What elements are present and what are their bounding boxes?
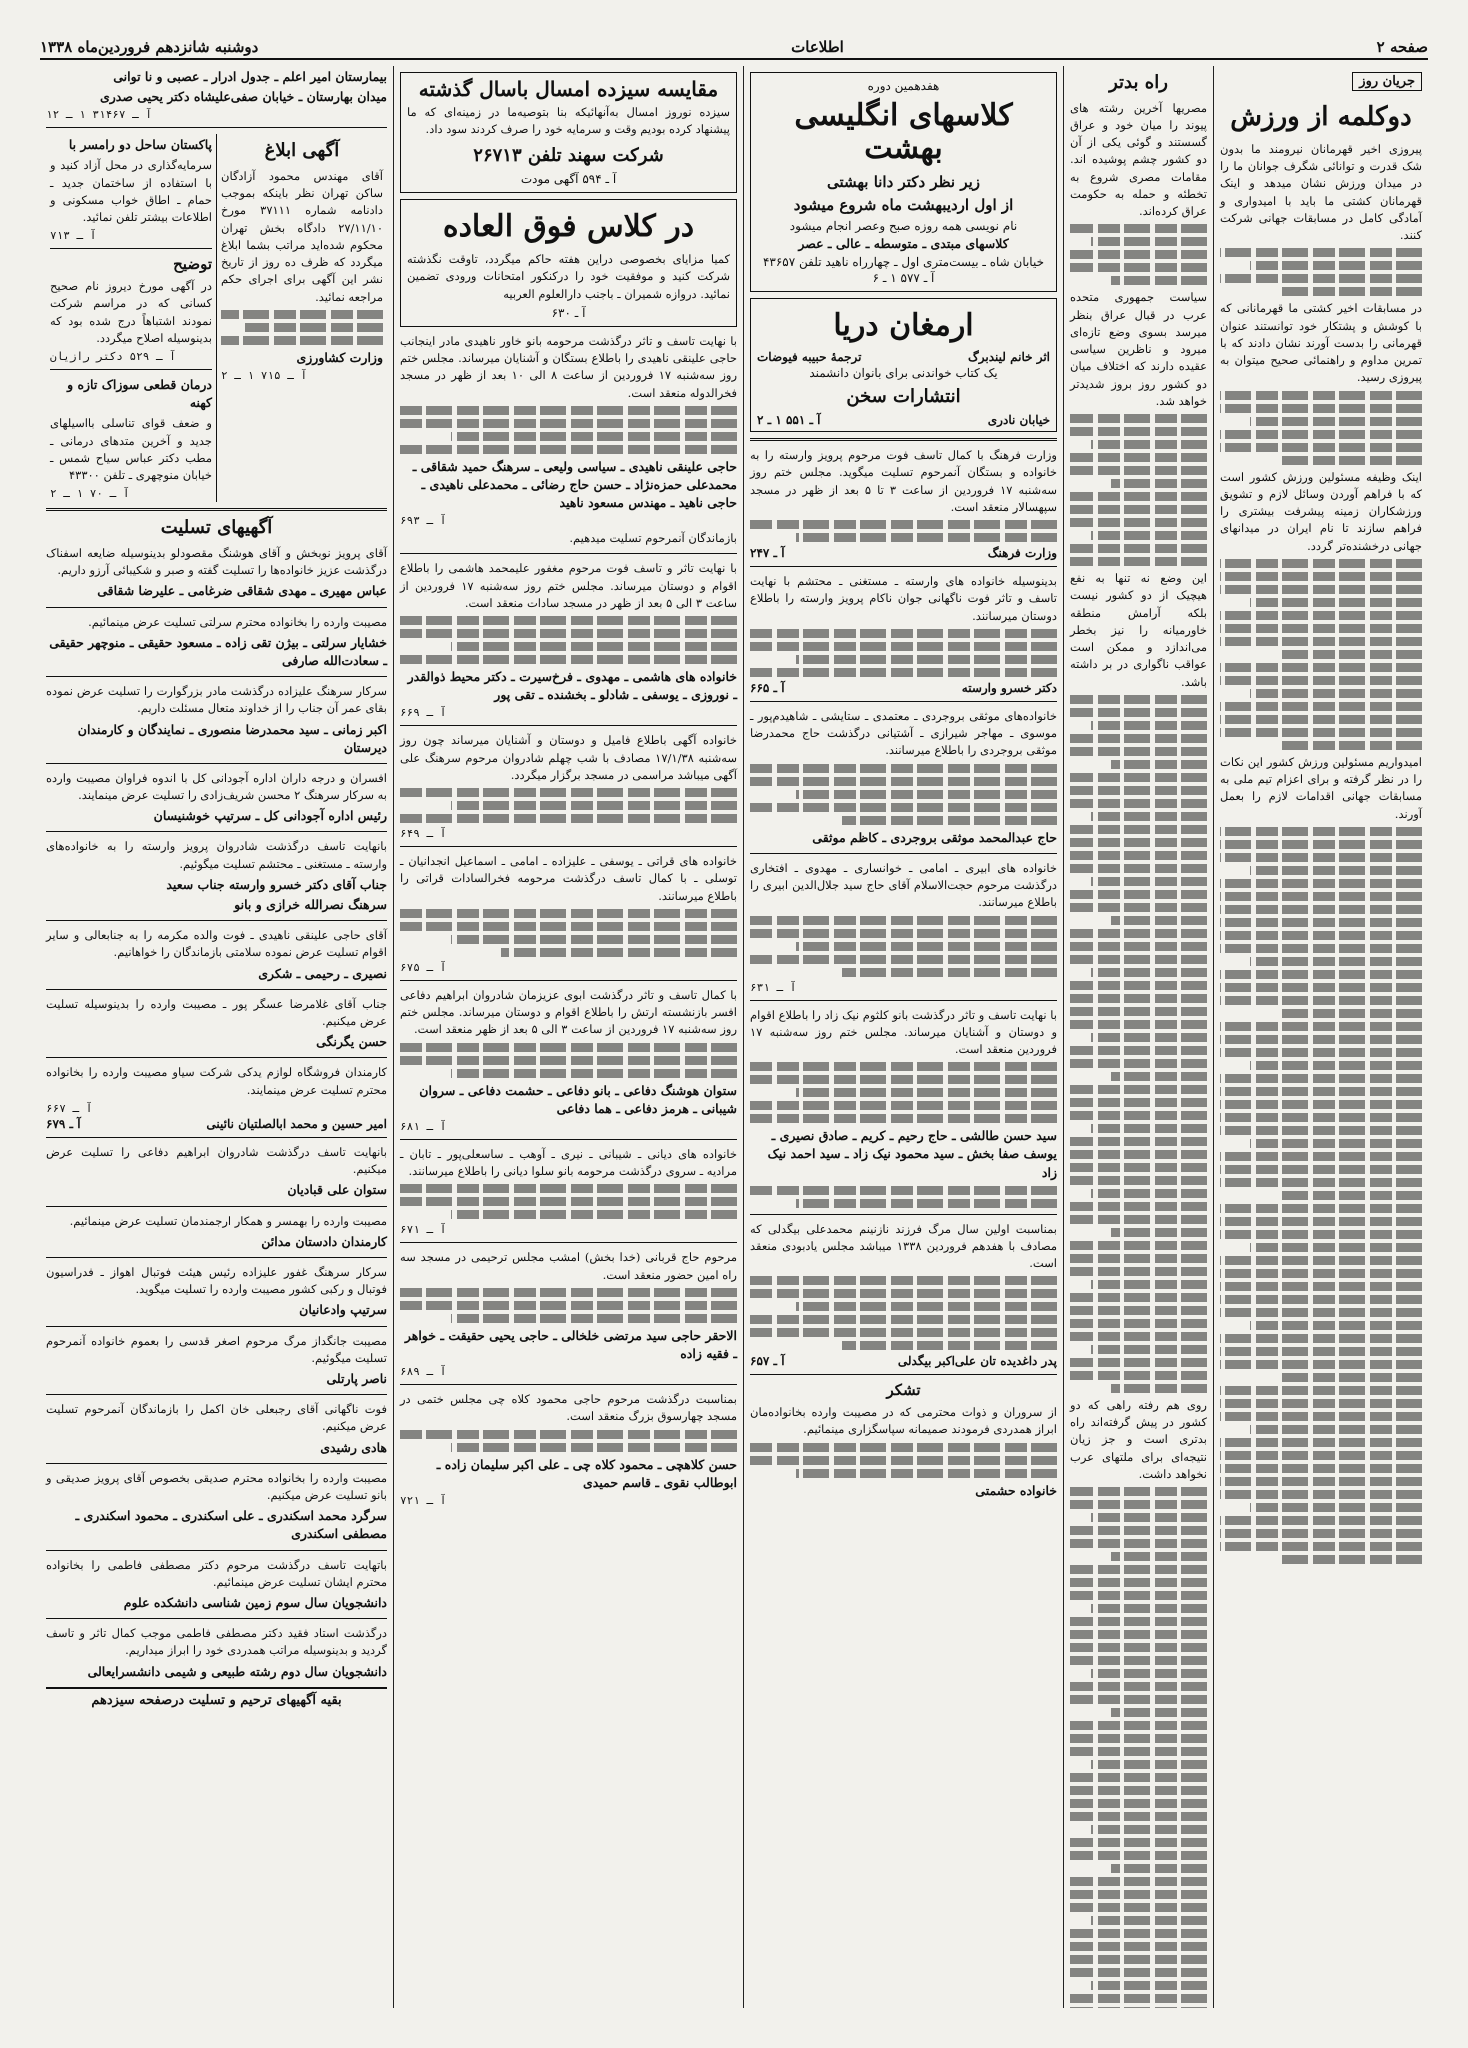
condolence-signature: ستوان علی قبادیان xyxy=(287,1182,387,1198)
condolence-text: فوت ناگهانی آقای رجبعلی خان اکمل را بازماندگان آنمرحوم تسلیت عرض میکنیم. xyxy=(46,1402,387,1434)
condolence-signature: امیر حسین و محمد ابالصلتیان نائینی xyxy=(206,1116,387,1131)
clinic-ad-body: و ضعف قوای تناسلی بااسیلهای جدید و آخرین متدهای درمانی ـ مطب دکتر عباس سیاح شمس ـ خیابان منوچهری ـ تلفن ۴۳۳۰۰ xyxy=(50,416,212,483)
notice-code: آ ـ ۷۲۱ xyxy=(400,1493,447,1507)
hospital-ad-title: بیمارستان امیر اعلم ـ جدول ادرار ـ عصبی و نا توانی xyxy=(113,69,387,84)
condolence-text: باتهایت تاسف درگذشت مرحوم دکتر مصطفی فاطمی را بخانواده محترم ایشان تسلیت عرض مینمائیم. xyxy=(46,1557,387,1589)
notice-code: آ ـ ۶۶۹ xyxy=(400,706,447,720)
condolence-signature: سرگرد محمد اسکندری ـ علی اسکندری ـ محمود اسکندری ـ مصطفی اسکندری xyxy=(75,1508,387,1542)
notice-text: خانواده‌های موثقی بروجردی ـ معتمدی ـ ستایشی ـ شاهیدم‌پور ـ موسوی ـ مهاجر شیرازی ـ آشتیانی درگذشت حاج محمدرضا موثقی بروجردی را باطلاع میرسانند. xyxy=(750,708,1057,758)
condolence-text: مصیبت وارده را بهمسر و همکار ارجمندمان تسلیت عرض مینمائیم. xyxy=(69,1213,387,1228)
masthead xyxy=(40,36,1428,60)
notice-text: خانواده های دیانی ـ شیبانی ـ نیری ـ آوهب ـ ساسعلی‌پور ـ تابان ـ مرادیه ـ سروی درگذشت مرحومه بانو سلوا دیانی را باطلاع میرسانند. xyxy=(400,1146,737,1179)
notice-text: با نهایت تاثر و تاسف فوت مرحوم مغفور علیمحمد هاشمی را باطلاع اقوام و دوستان میرساند. مجلس ختم روز سه‌شنبه ۱۷ فروردین از ساعت ۳ الی ۵ بعد از ظهر در مسجد سادات منعقد است. xyxy=(400,561,737,610)
correction-code: آ ـ ۵۲۹ دکتر رازیان xyxy=(50,350,176,364)
condolence-text: سرکار سرهنگ غفور علیزاده رئیس هیئت فوتبال اهواز ـ فدراسیون فوتبال و رکبی کشور مصیبت وارده را تسلیت میگوید. xyxy=(46,1264,387,1297)
condolence-signature: سرتیپ وادعانیان xyxy=(299,1302,387,1318)
condolence-signature: حسن یگرنگی xyxy=(316,1034,387,1050)
sports-headline: دوکلمه از ورزش xyxy=(1230,102,1412,132)
thanks-signature: خانواده حشمتی xyxy=(975,1482,1057,1498)
condolence-signature: سرهنگ نصرالله خرازی و بانو xyxy=(234,897,387,913)
notice-code: آ ـ ۶۳۱ xyxy=(750,980,797,994)
ad-series: هفدهمین دوره xyxy=(867,79,940,93)
notice-text: با کمال تاسف و تاثر درگذشت ابوی عزیزمان شادروان ابراهیم دفاعی افسر بازنشسته ارتش را باطلاع اقوام و دوستان میرساند. مجلس ختم روز سه‌شنبه ۱۷ فروردین از ساعت ۳ الی ۵ بعد از ظهر منعقد است. xyxy=(400,987,737,1037)
politics-paragraph: سیاست جمهوری متحده عرب در قبال عراق بنظر میرسد بسوی وضع تازه‌ای میرود و ناظرین سیاسی عقیده دارند که اختلاف میان دو کشور روز بروز شدیدتر خواهد شد. xyxy=(1070,290,1207,408)
ad-address: خیابان شاه ـ بیست‌متری اول ـ چهارراه ناهید تلفن ۴۳۶۵۷ xyxy=(762,254,1045,269)
sizdah-title: مقایسه سیزده امسال باسال گذشته xyxy=(418,77,719,101)
hospital-ad-body: میدان بهارستان ـ خیابان صفی‌علیشاه دکتر یحیی صدری xyxy=(99,89,387,105)
sizdah-body: سیزده نوروز امسال به‌آنهائیکه بنا بتوصیه‌ما در زمینه‌ای که ما پیشنهاد کرده بودیم وقت و سرمایه خود را صرف کردند سود داد. xyxy=(407,105,730,137)
notice-text: بمناسبت اولین سال مرگ فرزند نازنینم محمدعلی بیگدلی که مصادف با هفدهم فروردین ۱۳۳۸ میباشد مجلس یادبودی منعقد است. xyxy=(750,1221,1057,1271)
condolence-signature: رئیس اداره آجودانی کل ـ سرتیپ خوشنیسان xyxy=(153,808,387,824)
condolence-signature: عباس مهیری ـ مهدی شقاقی ضرغامی ـ علیرضا شقاقی xyxy=(97,583,387,599)
notice-text: مرحوم حاج قربانی (خدا بخش) امشب مجلس ترحیمی در مسجد سه راه امین حضور منعقد است. xyxy=(400,1250,737,1282)
english-class-ad xyxy=(750,72,1057,292)
notice-code: آ ـ ۷۱۵ ۱ ـ ۲ xyxy=(221,368,308,382)
notice-code: آ ـ ۲۴۷ xyxy=(750,546,785,561)
notice-signature: پدر داغدیده تان علی‌اکبر بیگدلی xyxy=(897,1354,1057,1369)
pakistan-ad-title: پاکستان ساحل دو رامسر با xyxy=(68,137,212,153)
sports-paragraph: در مسابقات اخیر کشتی ما قهرمانانی که با کوشش و پشتکار خود توانستند عنوان قهرمانی را بدست آورند نشان دادند که با تمرین مداوم و راهنمائی صحیح میتوان به پیروزی رسید. xyxy=(1220,301,1422,385)
condolence-text: مصیبت وارده را بخانواده محترم صدیقی بخصوص آقای پرویز صدیقی و بانو تسلیت عرض میکنیم. xyxy=(46,1470,387,1503)
ad-levels: کلاسهای مبتدی ـ متوسطه ـ عالی ـ عصر xyxy=(798,235,1009,251)
notice-office: وزارت کشاورزی xyxy=(296,349,383,365)
hospital-ad-code: آ ـ ۳۱۴۶۷ ۱ ـ ۱۲ xyxy=(46,108,152,122)
politics-headline: راه بدتر xyxy=(1109,72,1168,93)
pakistan-ad-body: سرمایه‌گذاری در محل آزاد کنید و با استفاده از ساختمان جدید ـ حمام ـ اطاق خواب مسکونی و اطلاعات بیشتر تلفن نمائید. xyxy=(50,158,212,225)
notice-body: آقای مهندس محمود آزادگان ساکن تهران نظر باینکه بموجب دادنامه شماره ۳۷۱۱۱ مورخ ۲۷/۱۱/۱۰ دادگاه بخش تهران محکوم شده‌اید مراتب بشما ابلاغ میگردد که ظرف ده روز از تاریخ نشر این آگهی برای اجرای حکم مراجعه نمائید. xyxy=(221,168,383,304)
condolence-signature: دانشجویان سال دوم رشته طبیعی و شیمی دانشسرایعالی xyxy=(87,1663,387,1679)
sports-paragraph: پیروزی اخیر قهرمانان نیرومند ما بدون شک قدرت و توانائی شگرف جوانان ما را در میدان ورزش نشان میدهد و اینک قهرمانان کشتی ما باید با امیدواری و آمادگی کامل در مسابقات جهانی شرکت کنند. xyxy=(1220,141,1422,243)
condolence-signature: کارمندان دادستان مدائن xyxy=(261,1233,387,1249)
condolence-signature: اکبر زمانی ـ سید محمدرضا منصوری ـ نمایندگان و کارمندان دیرستان xyxy=(77,721,387,755)
notice-text: بدینوسیله خانواده های وارسته ـ مستغنی ـ محتشم با نهایت تاسف و تاثر فوت ناگهانی جوان ناکام پرویز وارسته را باطلاع دوستان میرسانند. xyxy=(750,574,1057,623)
notice-text: با نهایت تاسف و تاثر درگذشت مرحومه بانو خاور ناهیدی مادر اینجانب حاجی علینقی ناهیدی را باطلاع بستگان و آشنایان میرساند. مجلس ختم روز سه‌شنبه ۱۷ فروردین از ساعت ۸ الی ۱۰ بعد از ظهر در مسجد فخرالدوله منعقد است. xyxy=(400,333,737,400)
thanks-text: از سروران و ذوات محترمی که در مصیبت وارده بخانواده‌مان ابراز همدردی فرمودند صمیمانه سپاسگزاری مینمائیم. xyxy=(750,1405,1057,1437)
notice-signature: دکتر خسرو وارسته xyxy=(961,680,1057,695)
notice-text: خانواده آگهی باطلاع فامیل و دوستان و آشنایان میرساند چون روز سه‌شنبه ۱۷/۱/۳۸ مصادف با شب چهلم شادروان مرحوم سرهنگ علی آگهی میباشد مراسمی در مسجد برگزار میگردد. xyxy=(400,733,738,782)
notice-text: وزارت فرهنگ با کمال تاسف فوت مرحوم پرویز وارسته را به خانواده و بستگان آنمرحوم تسلیت میگوید. مجلس ختم روز سه‌شنبه ۱۷ فروردین از ساعت ۳ تا ۵ بعد از ظهر در مسجد سپهسالار منعقد است. xyxy=(750,448,1057,514)
sports-paragraph: امیدواریم مسئولین ورزش کشور این نکات را در نظر گرفته و برای اعزام تیم ملی به مسابقات جهانی اقدامات لازم را بعمل آورند. xyxy=(1220,754,1422,821)
thanks-title: تشکر xyxy=(886,1381,921,1400)
condolence-column xyxy=(40,66,393,2008)
book-address: خیابان نادری xyxy=(987,413,1050,428)
class-title: در کلاس فوق العاده xyxy=(442,209,695,245)
politics-paragraph: این وضع نه تنها به نفع هیچیک از دو کشور نیست بلکه آرامش منطقه خاورمیانه را نیز بخطر می‌اندازد و ممکن است عواقب ناگواری در بر داشته باشد. xyxy=(1070,571,1207,689)
ad-teacher: زیر نظر دکتر دانا بهشتی xyxy=(826,173,981,191)
ad-hours: نام نویسی همه روزه صبح وعصر انجام میشود xyxy=(789,218,1018,233)
clinic-ad-title: درمان قطعی سوزاک تازه و کهنه xyxy=(67,377,212,411)
condolence-text: آقای حاجی علینقی ناهیدی ـ فوت والده مکرمه را به جنابعالی و سایر اقوام تسلیت عرض نموده سلامتی بازماندگان را خواهانیم. xyxy=(46,928,387,960)
condolence-code: آ ـ ۶۶۷ xyxy=(46,1101,93,1115)
sports-column xyxy=(1213,66,1428,2008)
notice-code: آ ـ ۶۷۱ xyxy=(400,1223,447,1237)
sizdah-code: آ ـ ۵۹۴ آگهی مودت xyxy=(520,172,617,187)
politics-column xyxy=(1063,66,1213,2008)
condolence-text: بانهایت تاسف درگذشت شادروان ابراهیم دفاعی را تسلیت عرض میکنیم. xyxy=(46,1144,387,1177)
condolence-text: بانهایت تاسف درگذشت شادروان پرویز وارسته را به خانواده‌های وارسته ـ مستغنی ـ محتشم تسلیت میگوئیم. xyxy=(46,839,387,871)
politics-paragraph: روی هم رفته راهی که دو کشور در پیش گرفته‌اند راه بدتری است و جز زیان نتیجه‌ای برای ملتهای عرب نخواهد داشت. xyxy=(1070,1397,1207,1481)
notice-text: بازماندگان آنمرحوم تسلیت میدهیم. xyxy=(569,531,737,546)
condolence-text: مصیبت جانگداز مرگ مرحوم اصغر قدسی را بعموم خانواده آنمرحوم تسلیت میگوئیم. xyxy=(46,1333,387,1365)
clinic-ad-code: آ ـ ۷۰ ۱ ـ ۲ xyxy=(50,487,130,501)
notice-signature: حاج عبدالمحمد موثقی بروجردی ـ کاظم موثقی xyxy=(812,829,1057,845)
book-ad xyxy=(750,298,1057,433)
condolence-signature: جناب آقای دکتر خسرو وارسته جناب سعید xyxy=(166,876,387,892)
notice-code: آ ـ ۶۴۹ xyxy=(400,827,447,841)
condolence-code: آ ـ ۶۷۹ xyxy=(46,1116,81,1131)
sports-paragraph: اینک وظیفه مسئولین ورزش کشور است که با فراهم آوردن وسائل لازم و تشویق ورزشکاران زمینه پیشرفت بیشتری را فراهم سازند تا نام ایران در میدانهای جهانی درخشنده‌تر گردد. xyxy=(1220,469,1422,553)
notice-title: آگهی ابلاغ xyxy=(264,140,340,162)
issue-date: دوشنبه شانزدهم فروردین‌ماه ۱۳۳۸ xyxy=(40,38,259,56)
notice-signature: وزارت فرهنگ xyxy=(987,546,1057,561)
condolence-text: سرکار سرهنگ علیزاده درگذشت مادر بزرگوارت را تسلیت عرض نموده بقای عمر آن جناب را از خداوند متعال مسئلت داریم. xyxy=(46,684,387,716)
paper-name: اطلاعات xyxy=(791,38,844,56)
section-tag: جریان روز xyxy=(1352,72,1422,91)
notice-text: با نهایت تاسف و تاثر درگذشت بانو کلثوم نیک زاد را باطلاع اقوام و دوستان و آشنایان میرساند. مجلس ختم روز سه‌شنبه ۱۷ فروردین منعقد است. xyxy=(750,1007,1057,1057)
condolence-signature: دانشجویان سال سوم زمین شناسی دانشکده علوم xyxy=(123,1595,387,1611)
condolence-signature: هادی رشیدی xyxy=(320,1439,387,1455)
correction-body: در آگهی مورخ دیروز نام صحیح کسانی که در مراسم شرکت نمودند اشتباهاً درج شده بود که بدینوسیله اصلاح میگردد. xyxy=(50,279,212,345)
correction-title: توضیح xyxy=(173,255,212,274)
book-publisher: انتشارات سخن xyxy=(846,385,961,407)
notice-signature: حسن کلاهچی ـ محمود کلاه چی ـ علی اکبر سلیمان زاده ـ ابوطالب نقوی ـ قاسم حمیدی xyxy=(436,1456,737,1490)
notice-code: آ ـ ۶۸۹ xyxy=(400,1365,447,1379)
condolence-signature: نصیری ـ رحیمی ـ شکری xyxy=(258,965,387,981)
condolence-text: مصیبت وارده را بخانواده محترم سرلتی تسلیت عرض مینمائیم. xyxy=(88,614,387,629)
politics-paragraph: مصریها آخرین رشته های پیوند را میان خود و عراق گسستند و گوئی یکی از آن دو کشور چشم پوشیده اند. مقامات مصری شروع به تخطئه و حمله به حکومت عراق کرده‌اند. xyxy=(1070,100,1207,219)
book-title: ارمغان دریا xyxy=(833,307,974,343)
ad-code: آ ـ ۵۷۷ ۱ ـ ۶ xyxy=(872,270,935,285)
condolence-text: درگذشت استاد فقید دکتر مصطفی فاطمی موجب کمال تاثر و تاسف گردید و بدینوسیله مراتب همدردی خود را ابراز میداریم. xyxy=(46,1626,387,1658)
notice-signature: خانواده های هاشمی ـ مهدوی ـ فرخ‌سیرت ـ دکتر محیط ذوالقدر ـ نوروزی ـ یوسفی ـ شادلو ـ بخشنده ـ تقی پور xyxy=(407,669,737,703)
ad-start: از اول اردیبهشت ماه شروع میشود xyxy=(793,195,1014,214)
notice-text: بمناسبت درگذشت مرحوم حاجی محمود کلاه چی مجلس ختمی در مسجد چهارسوق بزرگ منعقد است. xyxy=(400,1392,737,1424)
special-class-ad xyxy=(400,199,737,327)
notice-code: آ ـ ۶۸۱ xyxy=(400,1119,447,1133)
condolence-signature: خشایار سرلتی ـ بیژن تقی زاده ـ مسعود حقیقی ـ منوچهر حقیقی ـ سعادت‌الله صارفی xyxy=(49,634,387,668)
notice-text: خانواده های قراتی ـ یوسفی ـ علیزاده ـ امامی ـ اسماعیل انجدانیان ـ توسلی ـ با کمال تاسف درگذشت مرحومه فخرالسادات قراتی را باطلاع میرسانند. xyxy=(400,854,737,903)
book-author: اثر خانم لیندبرگ xyxy=(968,349,1050,364)
condolence-text: آقای پرویز نوبخش و آقای هوشنگ مقصودلو بدینوسیله ضایعه اسفناک درگذشت عزیز خانواده‌ها را تسلیت گفته و صبر و شکیبائی آرزو داریم. xyxy=(46,545,387,578)
notices-column-b xyxy=(393,66,743,2008)
notices-column-a xyxy=(743,66,1063,2008)
condolence-text: جناب آقای غلامرضا عسگر پور ـ مصیبت وارده را بدینوسیله تسلیت عرض میکنیم. xyxy=(46,996,387,1029)
book-description: یک کتاب خواندنی برای بانوان دانشمند xyxy=(809,365,998,380)
notice-signature: ستوان هوشنگ دفاعی ـ بانو دفاعی ـ حشمت دفاعی ـ سروان شیبانی ـ هرمز دفاعی ـ هما دفاعی xyxy=(419,1082,737,1116)
page-number: صفحه ۲ xyxy=(1376,38,1428,56)
sizdah-ad xyxy=(400,72,737,193)
continued-note: بقیه آگهیهای ترحیم و تسلیت درصفحه سیزدهم xyxy=(46,1687,387,1708)
notice-signature: سید حسن طالشی ـ حاج رحیم ـ کریم ـ صادق نصیری ـ یوسف صفا بخش ـ سید محمود نیک زاد ـ سید احمد نیک زاد xyxy=(767,1128,1057,1180)
notice-code: آ ـ ۶۶۵ xyxy=(750,680,785,695)
class-body: کمیا مزایای بخصوصی دراین هفته حاکم میگردد، تاوقت نگذشته شرکت کنید و موفقیت خود را درکنکور امتحانات ورودی تضمین نمائید. دروازه شمیران ـ باجنب دارالعلوم العربیه xyxy=(407,252,730,301)
condolence-signature: ناصر پارتلی xyxy=(326,1371,387,1387)
condolence-text: کارمندان فروشگاه لوازم یدکی شرکت سیاو مصیبت وارده را بخانواده محترم تسلیت عرض مینمایند. xyxy=(46,1065,387,1097)
book-translator: ترجمهٔ حبیبه فیوضات xyxy=(757,349,862,364)
notice-code: آ ـ ۶۹۳ xyxy=(400,514,447,528)
book-code: آ ـ ۵۵۱ ۱ ـ ۲ xyxy=(757,413,821,428)
notice-code: آ ـ ۶۵۷ xyxy=(750,1354,785,1369)
notice-text: خانواده های ابیری ـ امامی ـ خوانساری ـ مهدوی ـ افتخاری درگذشت مرحوم حجت‌الاسلام آقای حاج سید جلال‌الدین ابیری را باطلاع میرسانند. xyxy=(750,860,1057,910)
notice-signature: الاحقر حاجی سید مرتضی خلخالی ـ حاجی یحیی حقیقت ـ خواهر ـ فقیه زاده xyxy=(404,1327,737,1362)
notice-signature: حاجی علینقی ناهیدی ـ سیاسی ولیعی ـ سرهنگ حمید شقاقی ـ محمدعلی حمزه‌نژاد ـ حسن حاج رضائی ـ محمدعلی ناهیدی ـ حاجی ناهید ـ مهندس مسعود ناهید xyxy=(412,458,737,511)
condolence-text: افسران و درجه داران اداره آجودانی کل با اندوه فراوان مصیبت وارده به سرکار سرهنگ ۲ محسن شریف‌زادی را تسلیت عرض مینمایند. xyxy=(46,770,387,803)
condolence-section-title: آگهیهای تسلیت xyxy=(160,517,273,539)
notice-code: آ ـ ۶۷۵ xyxy=(400,960,447,974)
pakistan-ad-code: آ ـ ۷۱۳ xyxy=(50,229,97,243)
class-code: آ ـ ۶۳۰ xyxy=(551,305,586,320)
ad-title: کلاسهای انگلیسی بهشت xyxy=(794,98,1013,166)
sizdah-company: شرکت سهند تلفن ۲۶۷۱۳ xyxy=(473,144,664,166)
